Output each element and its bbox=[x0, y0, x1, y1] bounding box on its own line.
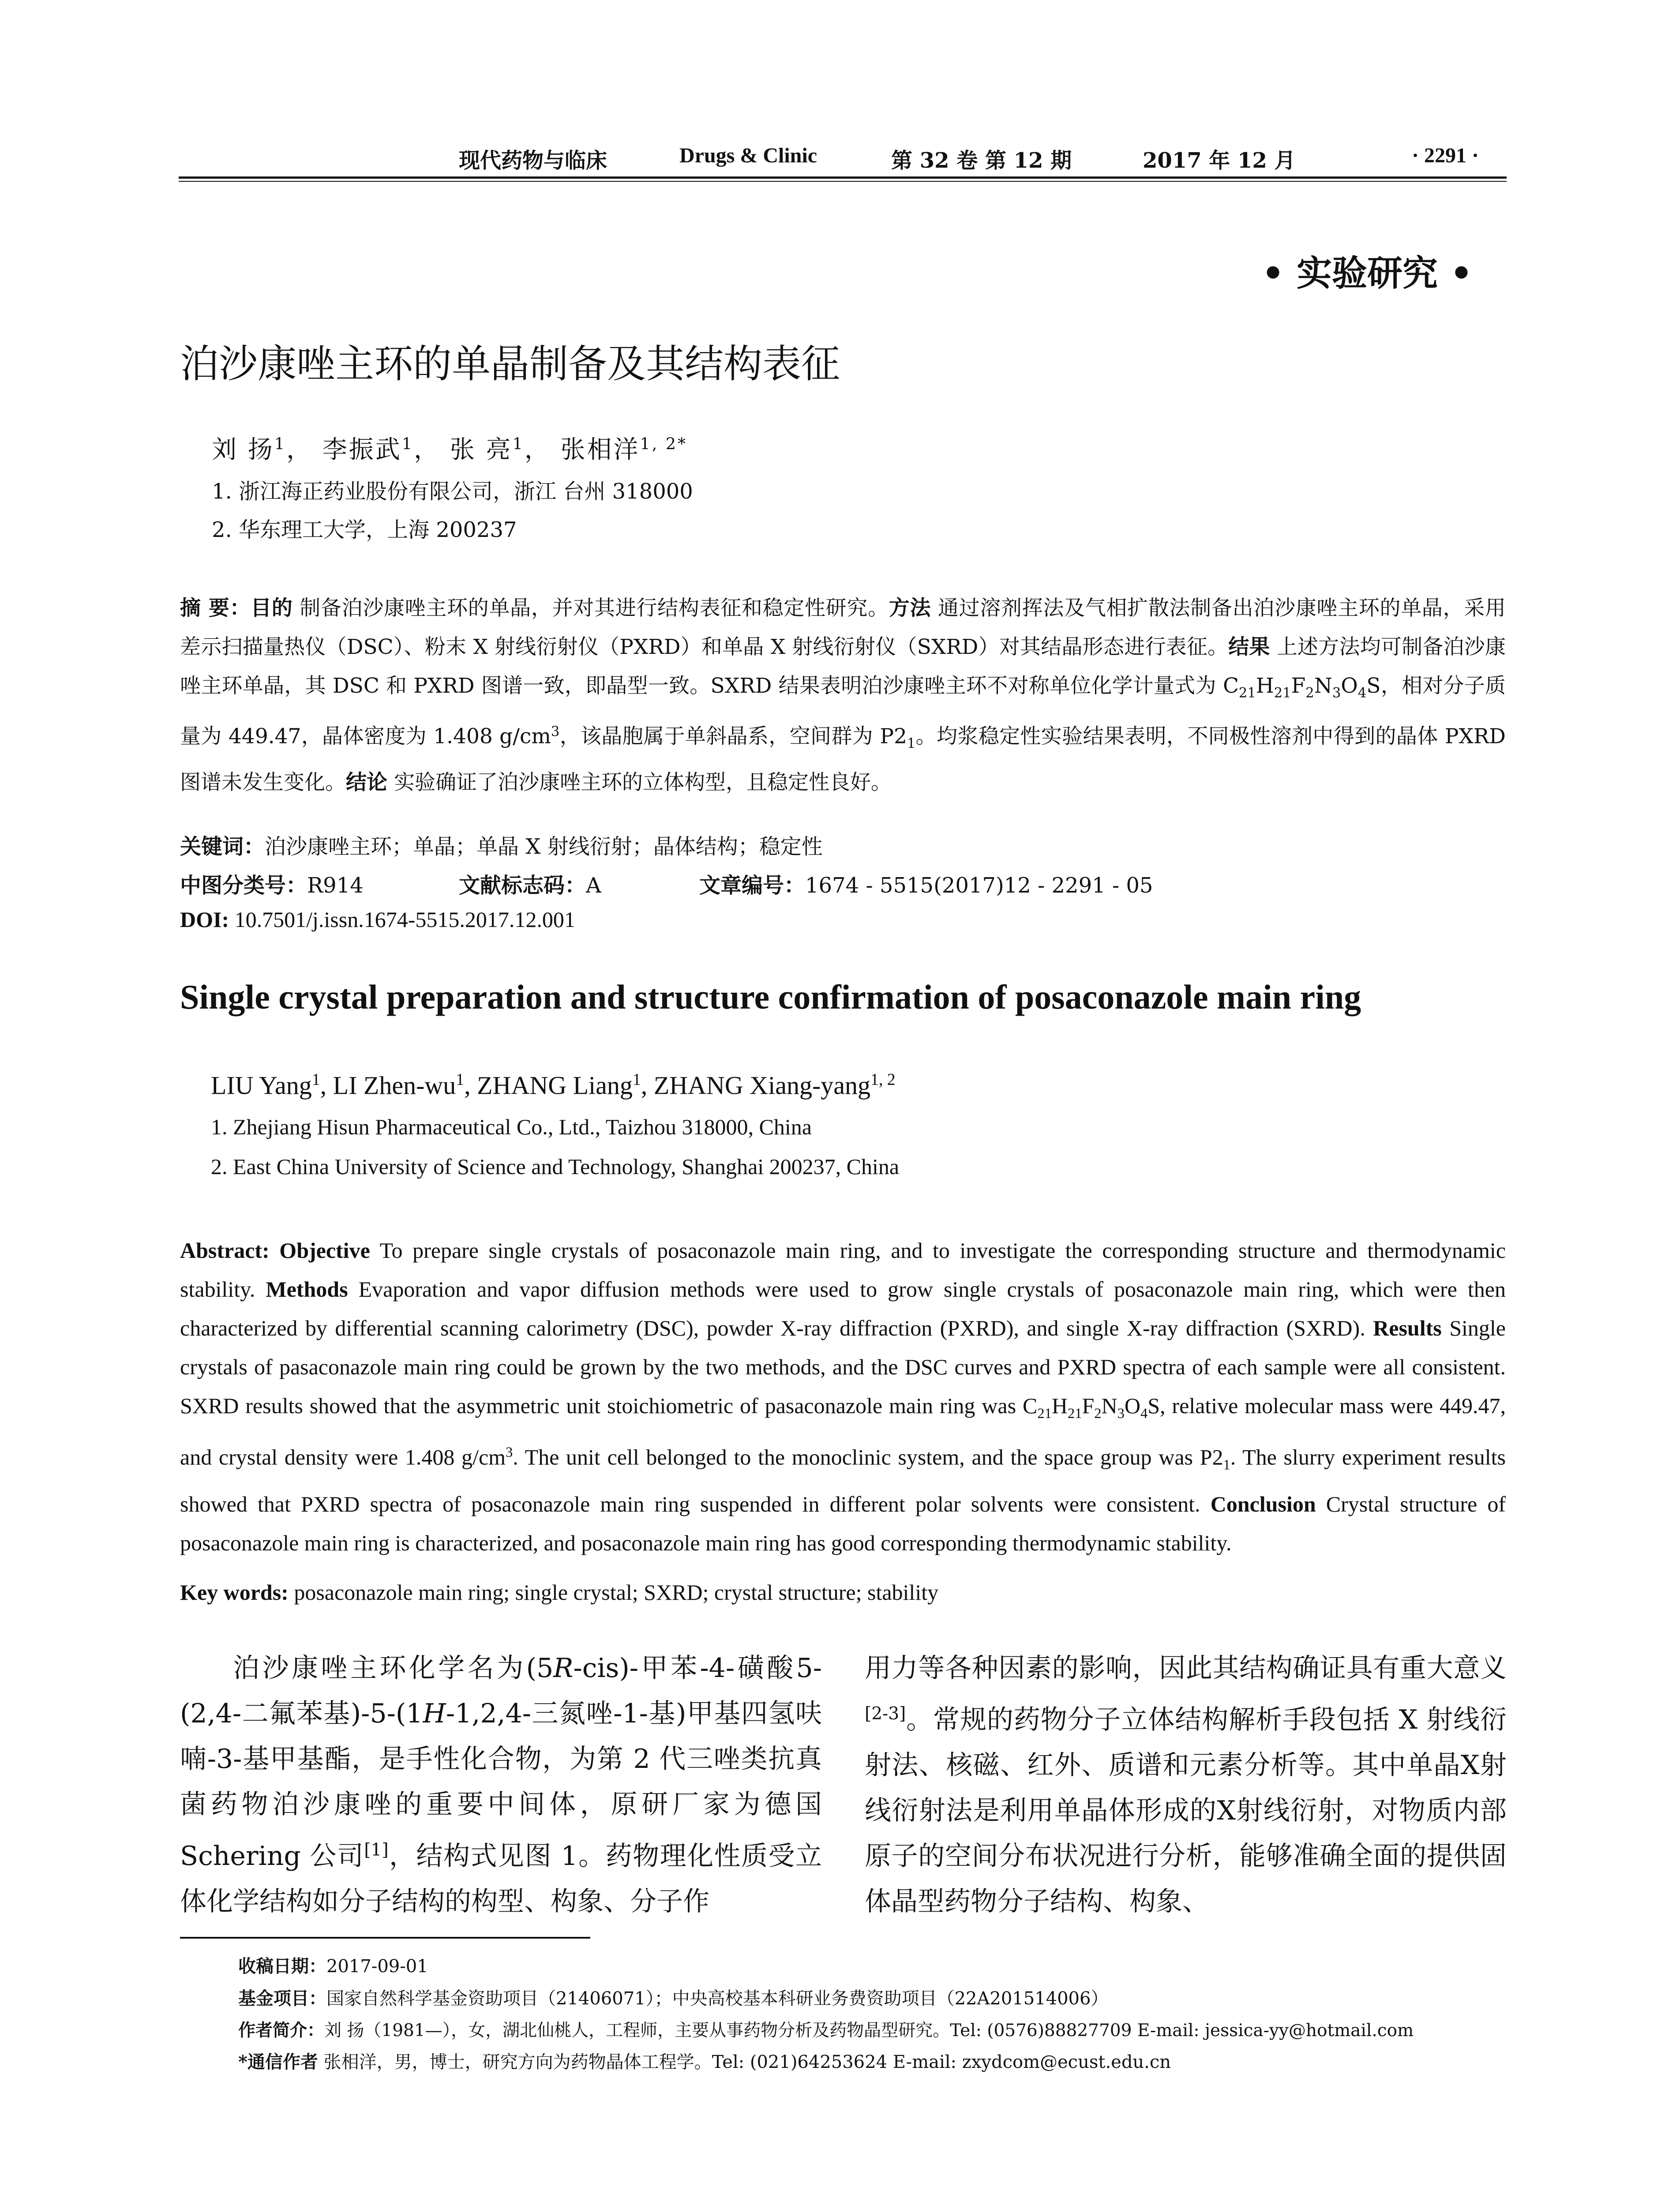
body-column-left: 泊沙康唑主环化学名为(5R-cis)-甲苯-4-磺酸5-(2,4-二氟苯基)-5-(1H-1,2,4-三氮唑-1-基)甲基四氢呋喃-3-基甲基酯，是手性化合物，为第 2 代三唑类抗真菌药物泊沙康唑的重要中间体，原研厂家为德国 Schering 公司[1]，结构式见图 1。药物理化性质受立体化学结构如分子结构的构型、构象、分子作 bbox=[180, 1653, 822, 1917]
results-text: ，相对分子质量为 449.47，晶体密度为 1.408 g/cm bbox=[180, 674, 1506, 749]
author-affil-sup: 1 bbox=[311, 1070, 320, 1089]
doc-code-label: 文献标志码： bbox=[459, 873, 586, 898]
footnote-fund bbox=[238, 1985, 1108, 2013]
conclusion-text: 实验确证了泊沙康唑主环的立体构型，且稳定性良好。 bbox=[387, 770, 892, 795]
conclusion-label-en: Conclusion bbox=[1210, 1491, 1316, 1516]
fund-text: 国家自然科学基金资助项目（21406071）；中央高校基本科研业务费资助项目（22A201514006） bbox=[326, 1988, 1109, 2009]
author-affil-sup: 1 bbox=[632, 1070, 641, 1089]
title-en: Single crystal preparation and structure confirmation of posaconazole main ring bbox=[180, 978, 1361, 1016]
author-affil-sup: 1 bbox=[512, 434, 525, 454]
cube-sup-en: 3 bbox=[506, 1444, 513, 1460]
doc-code-value: A bbox=[586, 873, 601, 898]
methods-label: 方法 bbox=[889, 596, 931, 620]
author-name: 刘 扬 bbox=[212, 435, 274, 464]
cube-sup: 3 bbox=[551, 724, 560, 740]
results-text-en: Single crystals of pasaconazole main ring could be grown by the two methods, and the DSC curves and PXRD spectra of each sample were all consistent. SXRD results showed that the asymmetric unit stoichiometric of pasaconazole main ring was bbox=[180, 1316, 1506, 1418]
volume-issue: 第 32 卷 第 12 期 bbox=[891, 148, 1072, 173]
author-affil-sup: 1, 2 bbox=[870, 1070, 896, 1089]
journal-name-cn: 现代药物与临床 bbox=[459, 148, 608, 173]
corresponding-text: 张相洋，男，博士，研究方向为药物晶体工程学。Tel: (021)64253624 E-mail: zxydcom@ecust.edu.cn bbox=[318, 2052, 1171, 2072]
keywords-text: 泊沙康唑主环；单晶；单晶 X 射线衍射；晶体结构；稳定性 bbox=[265, 834, 823, 859]
space-group-sub: 1 bbox=[907, 736, 916, 752]
results-text: 。均浆稳定性实验结果表明，不同极性溶剂中得到的晶体 PXRD 图谱未发生变化。 bbox=[180, 724, 1506, 795]
citation[interactable]: [2-3] bbox=[865, 1704, 906, 1724]
formula-en: $C_{21}H_{21}F_2N_3O_4S$ bbox=[1022, 1393, 1160, 1422]
body-column-right: 用力等各种因素的影响，因此其结构确证具有重大意义[2-3]。常规的药物分子立体结构解析手段包括 X 射线衍射法、核磁、红外、质谱和元素分析等。其中单晶X射线衍射法是利用单晶体形成的X射线衍射，对物质内部原子的空间分布状况进行分析，能够准确全面的提供固体晶型药物分子结构、构象、 bbox=[865, 1653, 1507, 1917]
author-name-en: , ZHANG Liang bbox=[464, 1071, 633, 1100]
header-rule-thin bbox=[179, 181, 1507, 182]
classification-line bbox=[180, 868, 364, 899]
keywords-text-en: posaconazole main ring; single crystal; SXRD; crystal structure; stability bbox=[288, 1580, 939, 1605]
author-affil-sup: 1 bbox=[401, 434, 414, 454]
author-affil-sup: 1, 2* bbox=[640, 434, 688, 454]
methods-text: 通过溶剂挥法及气相扩散法制备出泊沙康唑主环的单晶，采用差示扫描量热仪（DSC）、粉末 X 射线衍射仪（PXRD）和单晶 X 射线衍射仪（SXRD）对其结晶形态进行表征。 bbox=[180, 596, 1506, 659]
author-name-en: LIU Yang bbox=[211, 1071, 312, 1100]
objective-label-en: Objective bbox=[269, 1238, 370, 1263]
journal-name-en: Drugs & Clinic bbox=[679, 144, 817, 167]
section-label: • 实验研究 • bbox=[1262, 252, 1473, 294]
received-label: 收稿日期： bbox=[238, 1956, 326, 1977]
methods-label-en: Methods bbox=[266, 1277, 348, 1302]
author-bio-text: 刘 扬（1981—），女，湖北仙桃人，工程师，主要从事药物分析及药物晶型研究。Tel: (0576)88827709 E-mail: jessica-yy@hotmail.com bbox=[324, 2021, 1414, 2041]
results-label-en: Results bbox=[1373, 1316, 1442, 1340]
doi-line bbox=[180, 907, 575, 932]
abstract-en bbox=[180, 1231, 1506, 1562]
author-bio-label: 作者简介： bbox=[238, 2020, 325, 2041]
results-text: ，该晶胞属于单斜晶系，空间群为 P2 bbox=[559, 724, 907, 749]
corresponding-label: *通信作者 bbox=[238, 2052, 318, 2072]
objective-text-en: To prepare single crystals of posaconazole main ring, and to investigate the corresponding structure and thermodynamic stability. bbox=[180, 1238, 1506, 1302]
author-name-en: , LI Zhen-wu bbox=[320, 1071, 456, 1100]
objective-text: 制备泊沙康唑主环的单晶，并对其进行结构表征和稳定性研究。 bbox=[292, 596, 889, 620]
author-name: 李振武 bbox=[322, 435, 402, 464]
conclusion-text-en: Crystal structure of posaconazole main ring is characterized, and posaconazole main ring has good corresponding thermodynamic stability. bbox=[180, 1491, 1506, 1555]
citation[interactable]: [1] bbox=[364, 1840, 389, 1860]
issue-date: 2017 年 12 月 bbox=[1143, 148, 1296, 173]
author-name: 张 亮 bbox=[450, 435, 513, 464]
footnote-corresponding bbox=[238, 2048, 1171, 2076]
affiliation-en-1: 1. Zhejiang Hisun Pharmaceutical Co., Ltd., Taizhou 318000, China bbox=[211, 1114, 812, 1139]
header-rule bbox=[179, 176, 1507, 179]
article-number-value: 1674 - 5515(2017)12 - 2291 - 05 bbox=[805, 873, 1153, 898]
title-cn: 泊沙康唑主环的单晶制备及其结构表征 bbox=[180, 341, 840, 386]
methods-text-en: Evaporation and vapor diffusion methods were used to grow single crystals of posaconazole main ring, which were then characterized by differential scanning calorimetry (DSC), powder X-ray diffraction (PXRD), and single X-ray diffraction (SXRD). bbox=[180, 1277, 1506, 1340]
abstract-cn bbox=[180, 589, 1506, 802]
author-affil-sup: 1 bbox=[456, 1070, 465, 1089]
results-text-en: , relative molecular mass were 449.47, and crystal density were 1.408 g/cm bbox=[180, 1393, 1506, 1470]
space-group-sub-en: 1 bbox=[1223, 1457, 1230, 1473]
affiliation-cn-2: 2. 华东理工大学，上海 200237 bbox=[212, 518, 517, 542]
authors-cn: 刘 扬$^1$， 李振武$^1$， 张 亮$^1$， 张相洋$^{1, 2*}$ bbox=[212, 434, 688, 464]
article-number bbox=[699, 868, 1153, 899]
fund-label: 基金项目： bbox=[238, 1988, 326, 2009]
author-name: 张相洋 bbox=[560, 435, 640, 464]
affiliation-en-2: 2. East China University of Science and Technology, Shanghai 200237, China bbox=[211, 1154, 900, 1179]
doi-label: DOI: bbox=[180, 907, 229, 932]
doc-code bbox=[459, 868, 601, 899]
doi-value: 10.7501/j.issn.1674-5515.2017.12.001 bbox=[229, 907, 575, 932]
abstract-label: 摘 要： bbox=[180, 596, 251, 620]
footnote-rule bbox=[180, 1937, 590, 1939]
author-affil-sup: 1 bbox=[274, 434, 286, 454]
results-text-en: . The slurry experiment results showed that PXRD spectra of posaconazole main ring suspended in different polar solvents were consistent. bbox=[180, 1444, 1506, 1516]
received-date: 2017-09-01 bbox=[326, 1956, 428, 1977]
formula: $C_{21}H_{21}F_2N_3O_4S$ bbox=[1222, 674, 1381, 701]
author-name-en: , ZHANG Xiang-yang bbox=[641, 1071, 871, 1100]
results-text: 上述方法均可制备泊沙康唑主环单晶，其 DSC 和 PXRD 图谱一致，即晶型一致。SXRD 结果表明泊沙康唑主环不对称单位化学计量式为 bbox=[180, 635, 1506, 698]
keywords-en bbox=[180, 1579, 938, 1605]
page-number: · 2291 · bbox=[1412, 144, 1479, 167]
footnote-received bbox=[238, 1952, 428, 1981]
article-number-label: 文章编号： bbox=[699, 873, 806, 898]
results-text-en: . The unit cell belonged to the monoclinic system, and the space group was P2 bbox=[513, 1444, 1223, 1470]
authors-en bbox=[211, 1070, 896, 1100]
clc-label: 中图分类号： bbox=[180, 873, 308, 898]
abstract-label-en: Abstract: bbox=[180, 1238, 270, 1263]
affiliation-cn-1: 1. 浙江海正药业股份有限公司，浙江 台州 318000 bbox=[212, 479, 693, 504]
clc-value: R914 bbox=[307, 873, 364, 898]
footnote-author bbox=[238, 2016, 1414, 2045]
conclusion-label: 结论 bbox=[346, 770, 387, 795]
objective-label: 目的 bbox=[251, 596, 293, 620]
keywords-label: 关键词： bbox=[180, 834, 265, 859]
results-label: 结果 bbox=[1228, 635, 1270, 659]
keywords-cn bbox=[180, 829, 823, 860]
keywords-label-en: Key words: bbox=[180, 1580, 289, 1605]
